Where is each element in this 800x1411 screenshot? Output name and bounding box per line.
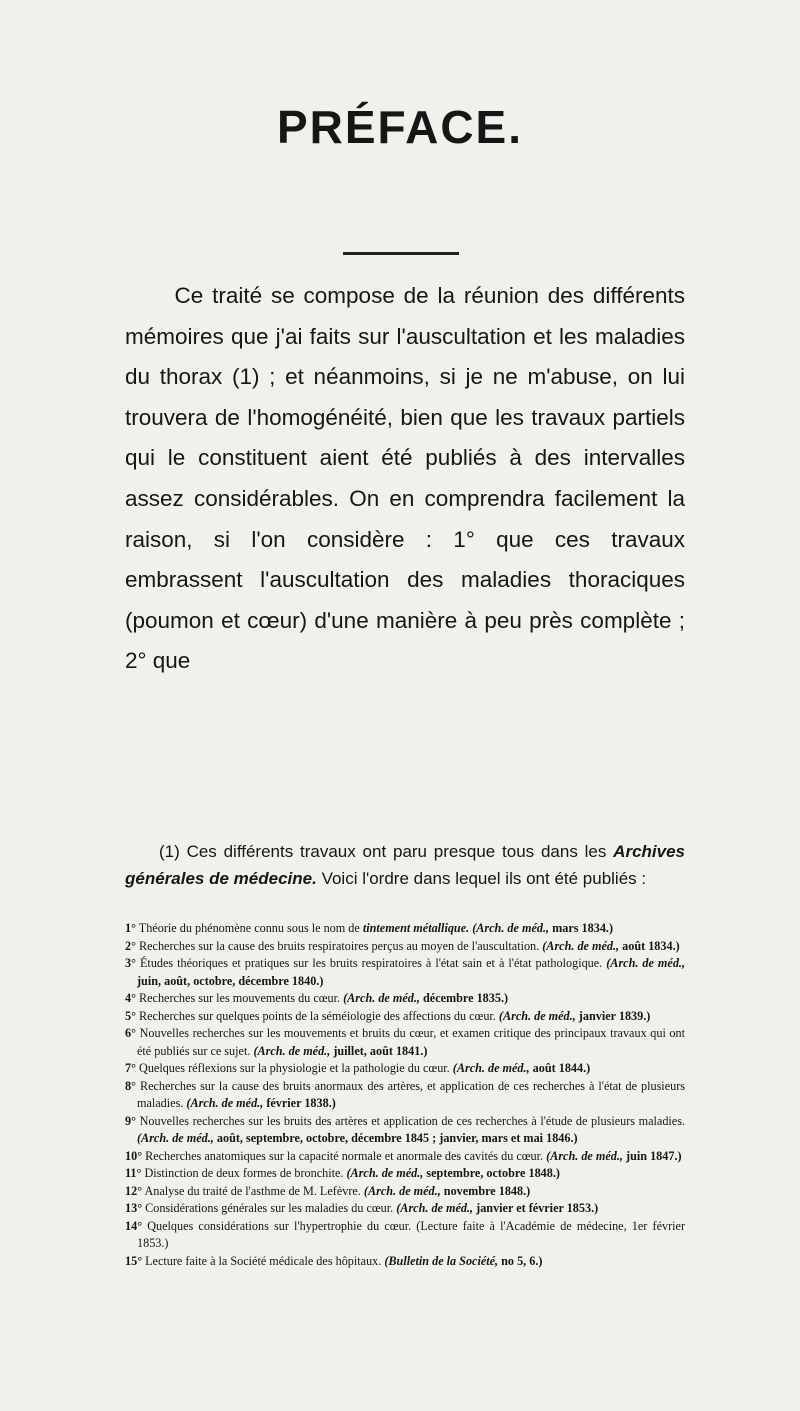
reference-date: juin, août, octobre, décembre 1840.) (137, 973, 324, 988)
reference-source: (Arch. de méd., (472, 921, 550, 935)
reference-date: août, septembre, octobre, décembre 1845 ; janvier, mars et mai 1846.) (216, 1131, 578, 1145)
reference-source: (Arch. de méd., (498, 1008, 576, 1023)
reference-number: 12° (125, 1183, 143, 1198)
reference-title: Recherches sur la cause des bruits respiratoires perçus au moyen de l'auscultation. (139, 938, 540, 953)
preface-paragraph: Ce traité se compose de la réunion des différents mémoires que j'ai faits sur l'auscultation et les maladies du thorax (1) ; et néanmoins, si je ne m'abuse, on lui trouvera de l'homogénéité, bien que les travaux partiels qui le constituent aient été publiés à des intervalles assez considérables. On en comprendra facilement la raison, si l'on considère : 1° que ces travaux embrassent l'auscultation des maladies thoraciques (poumon et cœur) d'une manière à peu près complète ; 2° que (125, 283, 685, 674)
reference-title: Recherches sur la cause des bruits anormaux des artères, et application de ces recherches à l'état de plusieurs maladies. (137, 1078, 685, 1110)
reference-title: Quelques réflexions sur la physiologie et la pathologie du cœur. (139, 1061, 450, 1075)
reference-date: juin 1847.) (626, 1148, 682, 1163)
reference-item (125, 1218, 685, 1253)
reference-date: mars 1834.) (552, 921, 614, 935)
reference-date: septembre, octobre 1848.) (426, 1166, 560, 1180)
reference-date: août 1844.) (532, 1061, 591, 1075)
reference-source: (Arch. de méd., (363, 1183, 441, 1198)
reference-title: Analyse du traité de l'asthme de M. Lefèvre. (144, 1183, 361, 1198)
reference-number: 6° (125, 1026, 136, 1040)
reference-source: (Arch. de méd., (343, 991, 420, 1005)
reference-number: 14° (125, 1218, 143, 1233)
reference-source: (Arch. de méd., (542, 938, 620, 953)
footnote-journal: Archives générales de médecine. (125, 842, 685, 888)
reference-item (125, 990, 685, 1008)
reference-item (125, 1183, 685, 1201)
reference-title: Nouvelles recherches sur les mouvements et bruits du cœur, et examen critique des principaux travaux qui ont été publiés sur ce sujet. (137, 1026, 685, 1058)
reference-date: juillet, août 1841.) (333, 1043, 428, 1058)
reference-number: 13° (125, 1201, 143, 1215)
reference-item (125, 1165, 685, 1183)
reference-title: Études théoriques et pratiques sur les bruits respiratoires à l'état sain et à l'état pathologique. (139, 956, 603, 970)
title-rule (343, 252, 459, 255)
reference-number: 7° (125, 1061, 136, 1075)
footnote-pre: (1) Ces différents travaux ont paru presque tous dans les (159, 842, 607, 861)
reference-item (125, 1060, 685, 1078)
reference-number: 4° (125, 991, 136, 1005)
reference-title: Théorie du phénomène connu sous le nom de (138, 921, 360, 935)
reference-item (125, 1148, 685, 1166)
reference-date: no 5, 6.) (501, 1253, 543, 1268)
reference-list (125, 920, 685, 1270)
reference-source: (Arch. de méd., (346, 1166, 424, 1180)
reference-number: 8° (125, 1078, 136, 1093)
reference-title: Recherches anatomiques sur la capacité normale et anormale des cavités du cœur. (145, 1148, 544, 1163)
reference-number: 11° (125, 1166, 142, 1180)
reference-date: février 1838.) (266, 1096, 336, 1110)
reference-item (125, 1200, 685, 1218)
reference-title: Considérations générales sur les maladies du cœur. (145, 1201, 394, 1215)
reference-source: (Arch. de méd., (396, 1201, 474, 1215)
reference-number: 10° (125, 1148, 143, 1163)
reference-number: 2° (125, 938, 136, 953)
reference-number: 15° (125, 1253, 143, 1268)
reference-item (125, 938, 685, 956)
reference-item (125, 920, 685, 938)
reference-number: 3° (125, 956, 136, 970)
reference-date: août 1834.) (622, 938, 680, 953)
reference-item (125, 1025, 685, 1060)
reference-item (125, 955, 685, 990)
reference-title: Quelques considérations sur l'hypertrophie du cœur. (Lecture faite à l'Académie de médecine, 1er février 1853.) (137, 1218, 685, 1250)
reference-source: (Arch. de méd., (452, 1061, 530, 1075)
reference-source: (Arch. de méd., (186, 1096, 264, 1110)
reference-source: (Arch. de méd., (546, 1148, 623, 1163)
reference-date: janvier et février 1853.) (476, 1201, 599, 1215)
footnote (125, 838, 685, 892)
reference-number: 5° (125, 1008, 136, 1023)
reference-number: 1° (125, 921, 136, 935)
reference-date: janvier 1839.) (578, 1008, 651, 1023)
reference-title: Nouvelles recherches sur les bruits des artères et application de ces recherches à l'étude de plusieurs maladies. (139, 1113, 685, 1128)
reference-source: (Arch. de méd., (253, 1043, 331, 1058)
reference-item (125, 1253, 685, 1271)
reference-source: (Bulletin de la Société, (384, 1253, 499, 1268)
reference-item (125, 1078, 685, 1113)
reference-item (125, 1008, 685, 1026)
reference-title: Recherches sur quelques points de la séméiologie des affections du cœur. (139, 1008, 496, 1023)
footnote-post: Voici l'ordre dans lequel ils ont été publiés : (321, 869, 647, 888)
reference-title: Recherches sur les mouvements du cœur. (139, 991, 341, 1005)
reference-number: 9° (125, 1113, 136, 1128)
reference-item (125, 1113, 685, 1148)
reference-date: décembre 1835.) (423, 991, 509, 1005)
reference-date: novembre 1848.) (443, 1183, 531, 1198)
reference-italic: tintement métallique. (362, 921, 470, 935)
reference-title: Lecture faite à la Société médicale des hôpitaux. (145, 1253, 382, 1268)
page-title: PRÉFACE. (276, 101, 524, 153)
reference-source: (Arch. de méd., (137, 1131, 214, 1145)
reference-title: Distinction de deux formes de bronchite. (144, 1166, 344, 1180)
reference-source: (Arch. de méd., (606, 956, 686, 970)
